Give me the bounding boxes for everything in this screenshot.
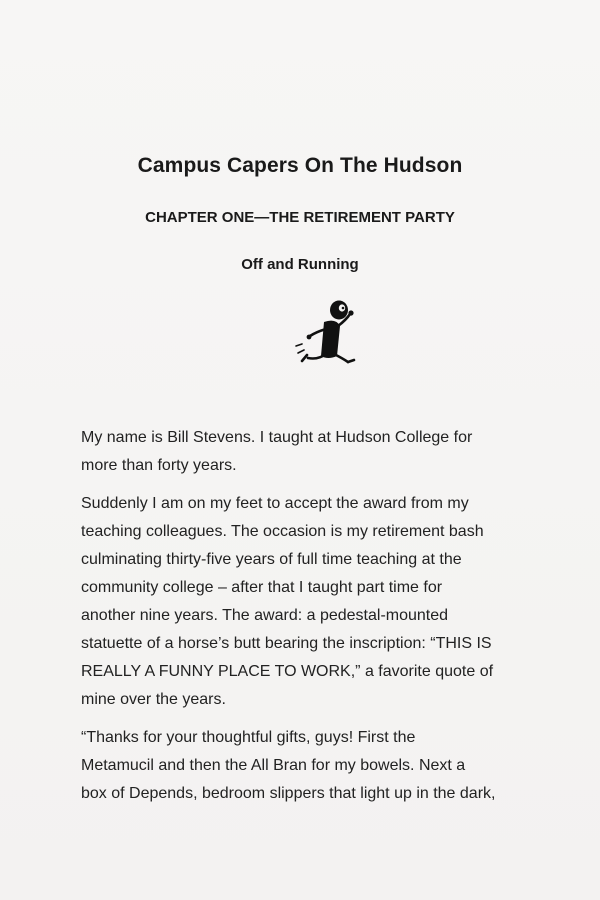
- chapter-heading: CHAPTER ONE—THE RETIREMENT PARTY: [145, 209, 455, 226]
- text-line: statuette of a horse’s butt bearing the inscription: “THIS IS: [81, 635, 492, 652]
- text-line: culminating thirty-five years of full time teaching at the: [81, 551, 462, 568]
- text-line: My name is Bill Stevens. I taught at Hudson College for: [81, 429, 473, 446]
- text-line: REALLY A FUNNY PLACE TO WORK,” a favorite quote of: [81, 663, 494, 680]
- text-line: mine over the years.: [81, 691, 226, 708]
- chapter-body: [81, 424, 561, 818]
- text-line: Suddenly I am on my feet to accept the award from my: [81, 495, 469, 512]
- paragraph: [81, 724, 561, 808]
- paragraph: [81, 424, 561, 480]
- text-line: another nine years. The award: a pedestal-mounted: [81, 607, 449, 624]
- paragraph: [81, 490, 561, 714]
- text-line: Metamucil and then the All Bran for my bowels. Next a: [81, 757, 466, 774]
- book-title: Campus Capers On The Hudson: [137, 154, 463, 177]
- text-line: “Thanks for your thoughtful gifts, guys! First the: [81, 729, 416, 746]
- text-line: more than forty years.: [81, 457, 237, 474]
- text-line: community college – after that I taught part time for: [81, 579, 443, 596]
- text-line: box of Depends, bedroom slippers that light up in the dark,: [81, 785, 496, 802]
- running-man-icon: [288, 296, 364, 368]
- text-line: teaching colleagues. The occasion is my retirement bash: [81, 523, 484, 540]
- section-subtitle: Off and Running: [241, 256, 359, 273]
